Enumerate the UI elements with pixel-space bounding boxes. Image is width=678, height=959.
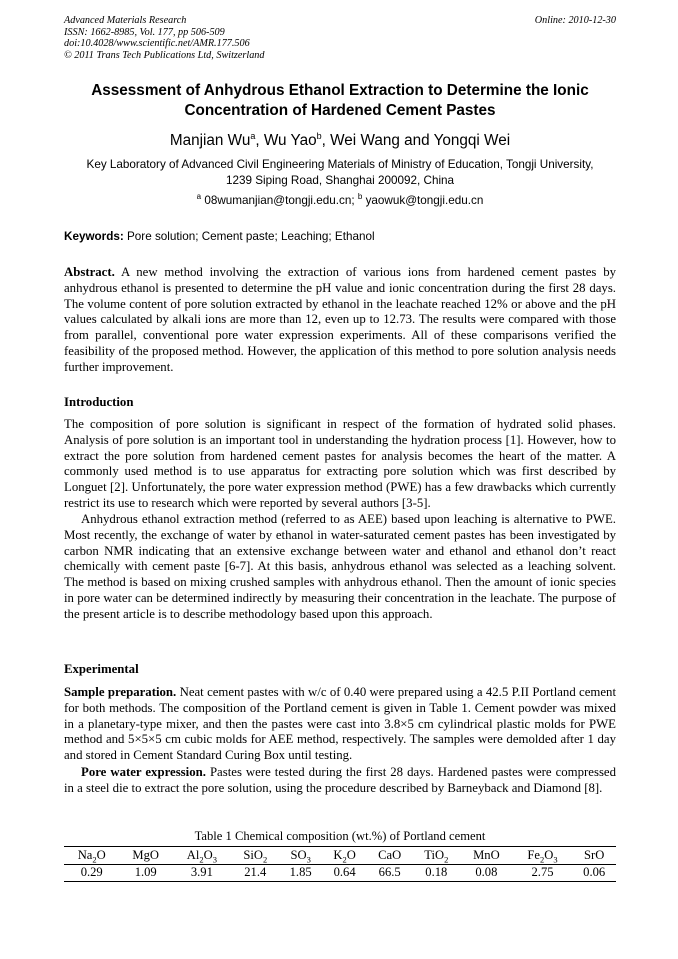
author-sup: b: [316, 130, 322, 141]
affiliation: [64, 157, 616, 188]
author-name: Manjian Wu: [169, 132, 251, 149]
keywords-text: Pore solution; Cement paste; Leaching; Ethanol: [127, 230, 375, 243]
journal-header: [64, 15, 616, 61]
author-sup: a: [250, 130, 256, 141]
col-cao: CaO: [378, 847, 402, 862]
pore-water-expression-paragraph: [64, 765, 616, 797]
table-cell: 0.29: [80, 865, 103, 880]
col-so3: $SO_3$: [290, 847, 311, 865]
sample-preparation-text: Neat cement pastes with w/c of 0.40 were prepared using a 42.5 P.II Portland cement for both methods. The composition of the Portland cement is given in Table 1. Cement powder was mixed in a planetary-type mixer, and then the pastes were cast into 3.8×5 cm cylindrical plastic molds for PWE method and 5×5×5 cm cubic molds for AEE method, respectively. The samples were demolded after 1 day and stored in Cement Standard Curing Box until testing.: [64, 685, 617, 763]
author-name: Wu Yao: [263, 132, 317, 149]
author-list: [64, 131, 616, 150]
experimental-heading: Experimental: [64, 662, 139, 676]
email-b-sup: b: [357, 192, 363, 202]
journal-copyright: © 2011 Trans Tech Publications Ltd, Switzerland: [64, 49, 265, 61]
col-fe2o3: $Fe_2O_3$: [527, 847, 558, 865]
table-cell: 1.09: [134, 865, 157, 880]
table-cell: 66.5: [378, 865, 401, 880]
keywords: [64, 229, 616, 244]
sample-preparation-label: Sample preparation.: [64, 685, 177, 699]
table-cell: 0.06: [583, 865, 606, 880]
author-name: Wei Wang and Yongqi Wei: [330, 132, 511, 149]
table-cell: 0.18: [425, 865, 448, 880]
author-emails: [64, 193, 616, 208]
journal-name: Advanced Materials Research: [64, 15, 187, 26]
paper-title: [64, 81, 616, 120]
col-k2o: $K_2O$: [333, 847, 356, 865]
pore-water-expression-text: Pastes were tested during the first 28 days. Hardened pastes were compressed in a steel die to extract the pore solution, using the procedure described by Barneyback and Diamond [8].: [64, 765, 617, 795]
table-cell: 0.08: [475, 865, 498, 880]
col-sro: SrO: [584, 847, 605, 862]
col-sio2: SiO$_2$: [243, 847, 268, 865]
abstract-text: A new method involving the extraction of various ions from hardened cement pastes by anhydrous ethanol is presented to determine the pH value and ionic concentration during the first 28 days. The volume content of pore solution extracted by ethanol in the leachate reached 12% or above and the pH values calculated by alkali ions are more than 12, even up to 12.73. The results were compared with those from parallel, conventional pore water expression experiments. All of these comparisons verified the feasibility of the proposed method. However, the application of this method to pore solution analysis needs further improvement.: [64, 265, 616, 374]
email-a[interactable]: 08wumanjian@tongji.edu.cn;: [204, 194, 355, 207]
affiliation-line-1: Key Laboratory of Advanced Civil Engineering Materials of Ministry of Education, Tongji University,: [86, 158, 594, 171]
email-a-sup: a: [196, 192, 202, 202]
journal-issn: ISSN: 1662-8985, Vol. 177, pp 506-509: [64, 26, 225, 38]
table-1-composition: [64, 846, 616, 882]
introduction-heading: Introduction: [64, 395, 134, 409]
author-sep: ,: [255, 132, 264, 149]
col-na2o: $Na_2O$: [77, 847, 106, 865]
title-line-1: Assessment of Anhydrous Ethanol Extraction to Determine the Ionic: [91, 82, 589, 99]
table-header-row: [64, 847, 616, 865]
author-sep: ,: [321, 132, 331, 149]
pore-water-expression-label: Pore water expression.: [81, 765, 206, 779]
email-b[interactable]: yaowuk@tongji.edu.cn: [365, 194, 484, 207]
affiliation-line-2: 1239 Siping Road, Shanghai 200092, China: [225, 173, 455, 187]
title-line-2: Concentration of Hardened Cement Pastes: [184, 101, 496, 119]
table-1-caption: Table 1 Chemical composition (wt.%) of Portland cement: [194, 829, 486, 843]
abstract-label: Abstract.: [64, 265, 115, 279]
col-mno: MnO: [473, 847, 500, 862]
col-al2o3: $Al_2O_3$: [186, 847, 217, 865]
table-cell: 21.4: [244, 865, 267, 880]
table-cell: 3.91: [190, 865, 213, 880]
abstract-paragraph: [64, 265, 616, 376]
journal-doi: doi:10.4028/www.scientific.net/AMR.177.506: [64, 38, 250, 50]
sample-preparation-paragraph: [64, 685, 616, 764]
online-date: Online: 2010-12-30: [534, 15, 616, 26]
table-cell: 2.75: [531, 865, 554, 880]
table-cell: 1.85: [289, 865, 312, 880]
table-row: [64, 864, 616, 882]
introduction-paragraph-1: The composition of pore solution is significant in respect of the formation of hydrated solid phases. Analysis of pore solution is an important tool in understanding the hydration process [1]. However, how to extract the pore solution from hardened cement pastes for analysis becomes the heart of the matter. A commonly used method is to use apparatus for extracting pore solution which was first described by Longuet [2]. Unfortunately, the pore water expression method (PWE) has a few drawbacks which currently restrict its use to research which were reported by several authors [3-5].: [64, 417, 616, 510]
keywords-label: Keywords:: [64, 230, 124, 243]
table-cell: 0.64: [333, 865, 356, 880]
introduction-paragraph-2: Anhydrous ethanol extraction method (referred to as AEE) based upon leaching is alternative to PWE. Most recently, the exchange of water by ethanol in water-saturated cement pastes has been investigated by carbon NMR indicating that an extensive exchange between water and ethanol and ethanol don’t react chemically with cement paste [6-7]. At this basis, anhydrous ethanol was selected as a leaching solvent. The method is based on mixing crushed samples with anhydrous ethanol. Then the amount of ionic species in pore water can be determined indirectly by measuring their concentration in the leachate. The purpose of the present article is to describe methodology based upon this approach.: [64, 512, 616, 621]
col-tio2: TiO$_2$: [424, 847, 449, 865]
col-mgo: MgO: [132, 847, 160, 862]
